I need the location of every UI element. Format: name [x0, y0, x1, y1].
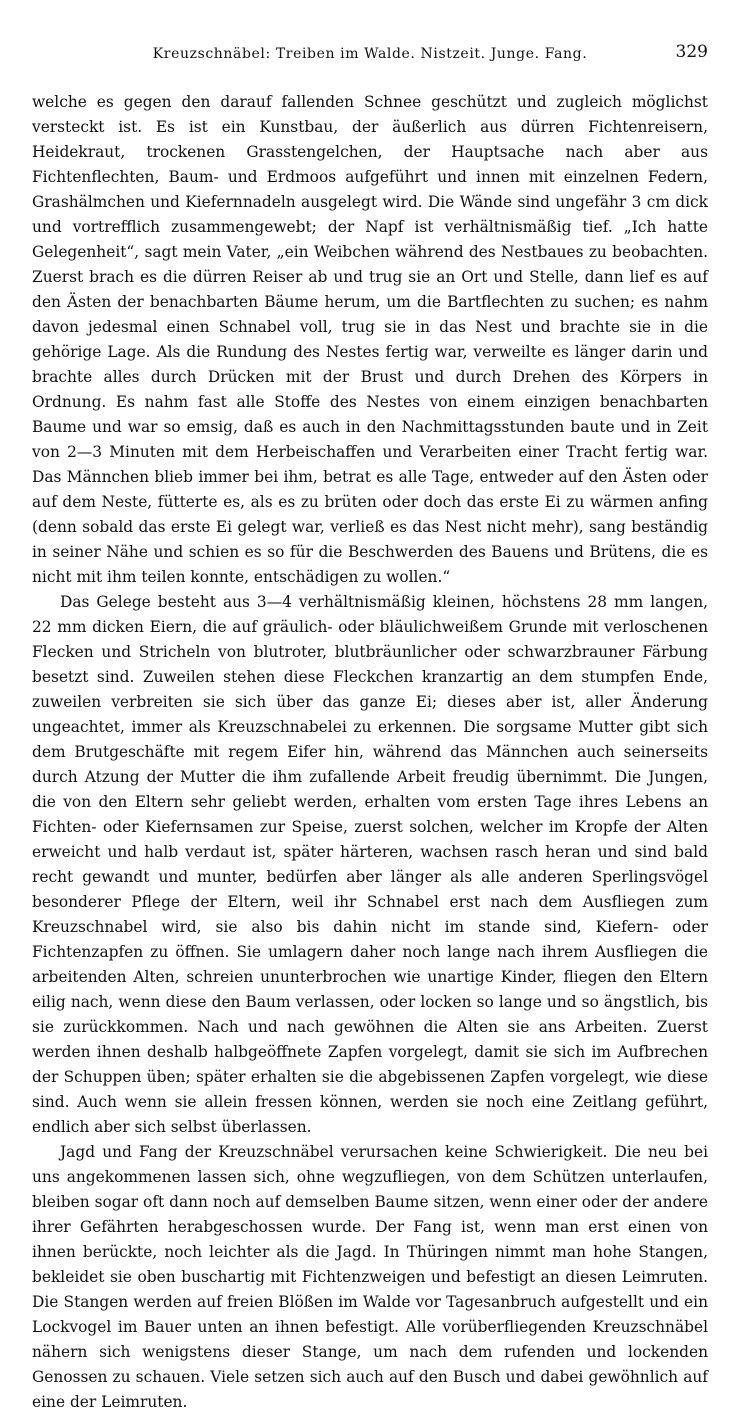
page-number: 329 — [675, 42, 708, 62]
book-page — [0, 42, 748, 1411]
paragraph-hunting-and-trapping: Jagd und Fang der Kreuzschnäbel verursachen keine Schwierigkeit. Die neu bei uns angekommenen lassen sich, ohne wegzufliegen, von dem Schützen unterlaufen, bleiben sogar oft dann noch auf demselben Baume sitzen, wenn einer oder der andere ihrer Gefährten herabgeschossen wurde. Der Fang ist, wenn man erst einen von ihnen berückte, noch leichter als die Jagd. In Thüringen nimmt man hohe Stangen, bekleidet sie oben buschartig mit Fichtenzweigen und befestigt an diesen Leimruten. Die Stangen werden auf freien Blößen im Walde vor Tagesanbruch aufgestellt und ein Lockvogel im Bauer unten an ihnen befestigt. Alle vorüberfliegenden Kreuzschnäbel nähern sich wenigstens dieser Stange, um nach dem rufenden und lockenden Genossen zu schauen. Viele setzen sich auch auf den Busch und dabei gewöhnlich auf eine der Leimruten. — [32, 1143, 708, 1411]
running-title: Kreuzschnäbel: Treiben im Walde. Nistzeit. Junge. Fang. — [152, 46, 588, 62]
paragraph-nest-building: welche es gegen den darauf fallenden Schnee geschützt und zugleich möglichst versteckt ist. Es ist ein Kunstbau, der äußerlich aus dürren Fichtenreisern, Heidekraut, trockenen Grasstengelchen, der Hauptsache nach aber aus Fichtenflechten, Baum- und Erdmoos aufgeführt und innen mit einzelnen Federn, Grashälmchen und Kiefernnadeln ausgelegt wird. Die Wände sind ungefähr 3 cm dick und vortrefflich zusammengewebt; der Napf ist verhältnismäßig tief. „Ich hatte Gelegenheit“, sagt mein Vater, „ein Weibchen während des Nestbaues zu beobachten. Zuerst brach es die dürren Reiser ab und trug sie an Ort und Stelle, dann lief es auf den Ästen der benachbarten Bäume herum, um die Bartflechten zu suchen; es nahm davon jedesmal einen Schnabel voll, trug sie in das Nest und brachte sie in die gehörige Lage. Als die Rundung des Nestes fertig war, verweilte es länger darin und brachte alles durch Drücken mit der Brust und durch Drehen des Körpers in Ordnung. Es nahm fast alle Stoffe des Nestes von einem einzigen benachbarten Baume und war so emsig, daß es auch in den Nachmittagsstunden baute und in Zeit von 2—3 Minuten mit dem Herbeischaffen und Verarbeiten einer Tracht fertig war. Das Männchen blieb immer bei ihm, betrat es alle Tage, entweder auf den Ästen oder auf dem Neste, fütterte es, als es zu brüten oder doch das erste Ei zu wärmen anfing (denn sobald das erste Ei gelegt war, verließ es das Nest nicht mehr), sang beständig in seiner Nähe und schien es so für die Beschwerden des Bauens und Brütens, die es nicht mit ihm teilen konnte, entschädigen zu wollen.“ — [32, 93, 708, 586]
page-header — [32, 42, 708, 72]
body-text — [32, 90, 708, 1415]
paragraph-eggs-and-young: Das Gelege besteht aus 3—4 verhältnismäßig kleinen, höchstens 28 mm langen, 22 mm dicken Eiern, die auf gräulich- oder bläulichweißem Grunde mit verloschenen Flecken und Stricheln von blutroter, blutbräunlicher oder schwarzbrauner Färbung besetzt sind. Zuweilen stehen diese Fleckchen kranzartig an dem stumpfen Ende, zuweilen verbreiten sie sich über das ganze Ei; dieses aber ist, aller Änderung ungeachtet, immer als Kreuzschnabelei zu erkennen. Die sorgsame Mutter gibt sich dem Brutgeschäfte mit regem Eifer hin, während das Männchen auch seinerseits durch Atzung der Mutter die ihm zufallende Arbeit freudig übernimmt. Die Jungen, die von den Eltern sehr geliebt werden, erhalten vom ersten Tage ihres Lebens an Fichten- oder Kiefernsamen zur Speise, zuerst solchen, welcher im Kropfe der Alten erweicht und halb verdaut ist, später härteren, wachsen rasch heran und sind bald recht gewandt und munter, bedürfen aber länger als alle anderen Sperlingsvögel besonderer Pflege der Eltern, weil ihr Schnabel erst nach dem Ausfliegen zum Kreuzschnabel wird, sie also bis dahin nicht im stande sind, Kiefern- oder Fichtenzapfen zu öffnen. Sie umlagern daher noch lange nach ihrem Ausfliegen die arbeitenden Alten, schreien ununterbrochen wie unartige Kinder, fliegen den Eltern eilig nach, wenn diese den Baum verlassen, oder locken so lange und so ängstlich, bis sie zurückkommen. Nach und nach gewöhnen die Alten sie ans Arbeiten. Zuerst werden ihnen deshalb halbgeöffnete Zapfen vorgelegt, damit sie sich im Aufbrechen der Schuppen üben; später erhalten sie die abgebissenen Zapfen vorgelegt, wie diese sind. Auch wenn sie allein fressen können, werden sie noch eine Zeitlang geführt, endlich aber sich selbst überlassen. — [32, 593, 708, 1136]
